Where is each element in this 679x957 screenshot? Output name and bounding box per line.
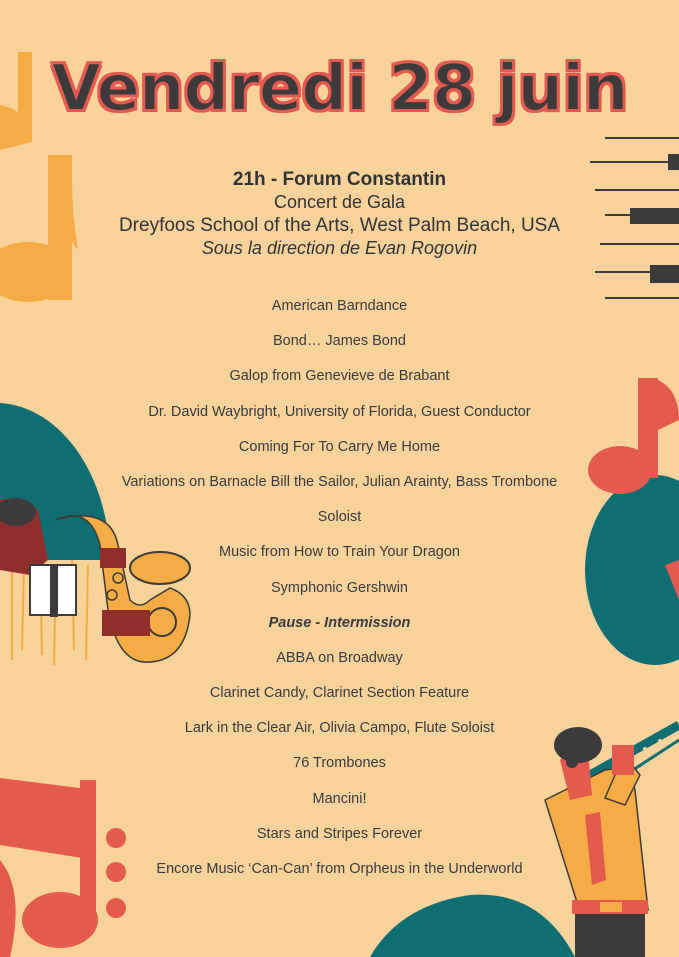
- conductor-line: Sous la direction de Evan Rogovin: [201, 238, 478, 258]
- teal-shape-bottom: [370, 895, 575, 957]
- program-item: 76 Trombones: [293, 755, 386, 772]
- program-item: Encore Music ‘Can-Can’ from Orpheus in the Underworld: [156, 861, 523, 877]
- program-item: Galop from Genevieve de Brabant: [229, 368, 450, 385]
- program-item: Bond… James Bond: [273, 333, 406, 350]
- school-name: Dreyfoos School of the Arts, West Palm Beach, USA: [118, 215, 561, 236]
- page-title: Vendredi 28 juin: [51, 52, 628, 126]
- program-intermission: Pause - Intermission: [268, 614, 411, 631]
- concert-name: Concert de Gala: [273, 192, 406, 212]
- program-item: American Barndance: [271, 298, 408, 314]
- event-time-venue: 21h - Forum Constantin: [232, 169, 447, 190]
- program-item: Coming For To Carry Me Home: [238, 438, 441, 455]
- program-item: Dr. David Waybright, University of Florida, Guest Conductor: [148, 403, 531, 420]
- program-item: ABBA on Broadway: [276, 649, 403, 666]
- event-header: [0, 168, 679, 260]
- program-list: [0, 292, 679, 890]
- program-item: Soloist: [317, 509, 362, 526]
- program-item: Stars and Stripes Forever: [256, 825, 423, 842]
- program-item: Clarinet Candy, Clarinet Section Feature: [209, 685, 470, 702]
- program-item: Music from How to Train Your Dragon: [219, 544, 460, 561]
- program-item: Variations on Barnacle Bill the Sailor, Julian Arainty, Bass Trombone: [121, 473, 558, 490]
- program-item: Lark in the Clear Air, Olivia Campo, Flute Soloist: [184, 720, 495, 737]
- program-item: Symphonic Gershwin: [271, 579, 408, 596]
- program-item: Mancini!: [312, 790, 367, 807]
